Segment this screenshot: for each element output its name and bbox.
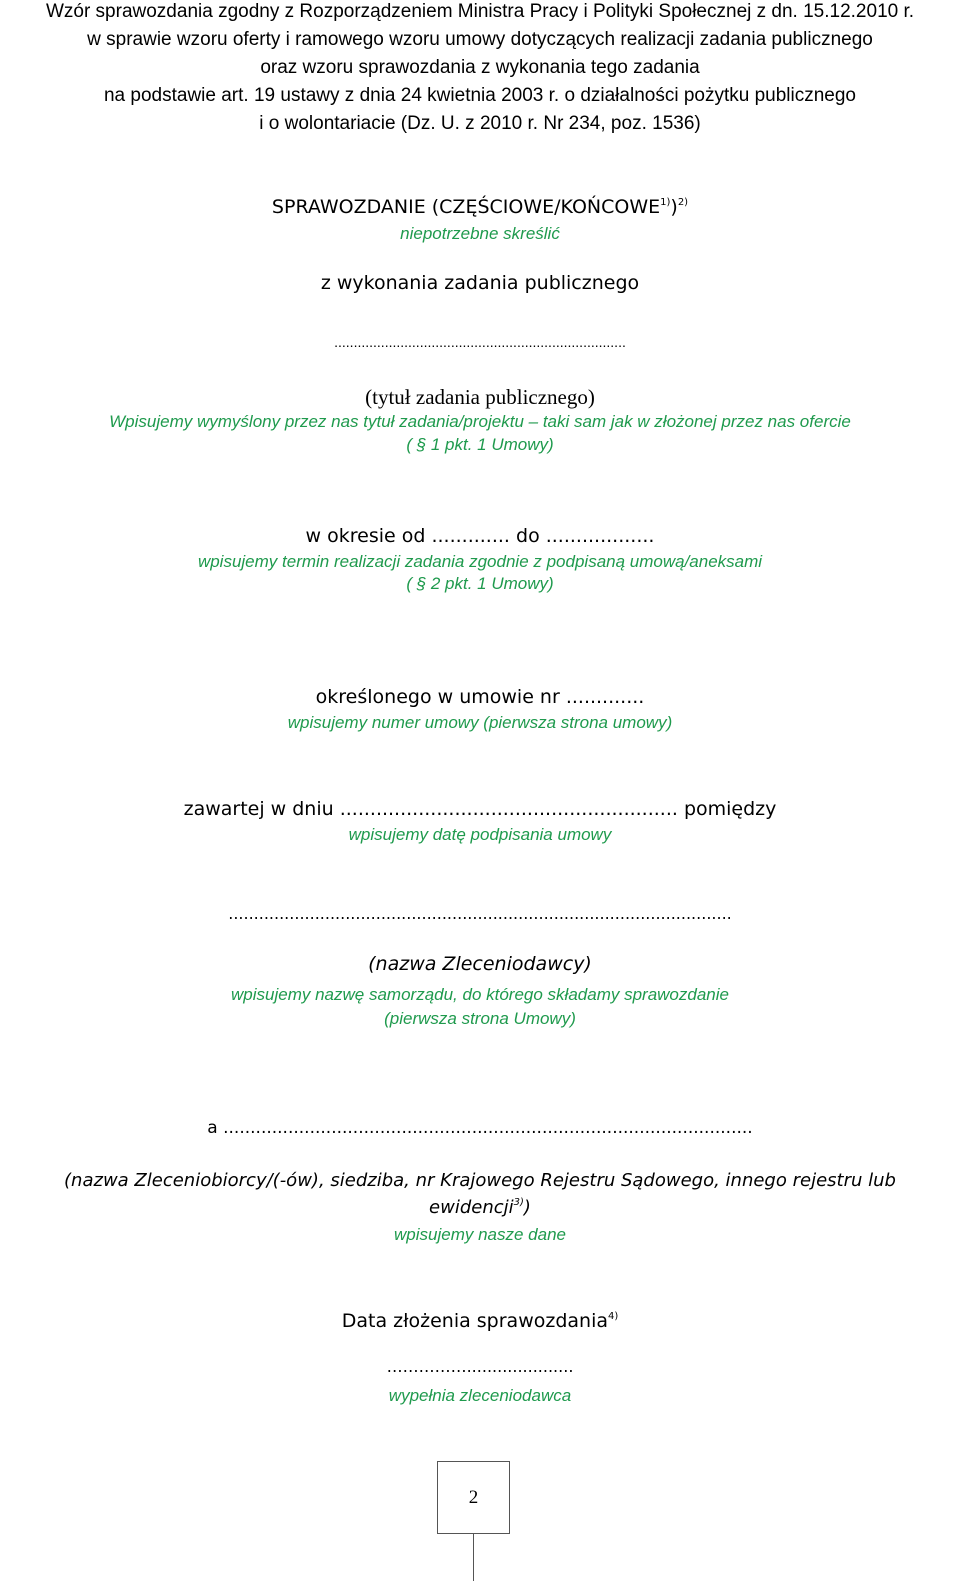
report-title: SPRAWOZDANIE (CZĘŚCIOWE/KOŃCOWE$^{1)}$)$^{2)}$ — [271, 196, 689, 218]
contractor-line: a .................................................................................................. — [207, 1118, 753, 1138]
contract-date-line: zawartej w dniu ........................................................ pomiędzy — [183, 798, 777, 820]
principal-hint: wpisujemy nazwę samorządu, do którego składamy sprawozdanie — [231, 985, 729, 1004]
contractor-label: (nazwa Zleceniobiorcy/(-ów), siedziba, nr Krajowego Rejestru Sądowego, innego rejestru lub — [64, 1170, 896, 1191]
task-title-dots: ........................................................................... — [334, 334, 626, 350]
page-number-connector — [473, 1534, 474, 1581]
contractor-label-continued: ewidencji$^{3)}$) — [429, 1197, 531, 1218]
report-subtitle: z wykonania zadania publicznego — [320, 272, 640, 294]
period-hint: wpisujemy termin realizacji zadania zgodnie z podpisaną umową/aneksami — [197, 552, 763, 571]
period-hint-reference: ( § 2 pkt. 1 Umowy) — [406, 574, 554, 593]
footnote-4-marker: 4) — [608, 1311, 619, 1322]
task-title-hint: Wpisujemy wymyślony przez nas tytuł zadania/projektu – taki sam jak w złożonej przez nas ofercie — [109, 412, 851, 431]
footnote-3-marker: 3) — [513, 1197, 524, 1208]
contract-date-hint: wpisujemy datę podpisania umowy — [348, 825, 612, 844]
submission-date-hint: wypełnia zleceniodawca — [388, 1386, 572, 1405]
legal-basis-line-4: na podstawie art. 19 ustawy z dnia 24 kwietnia 2003 r. o działalności pożytku publicznego — [103, 85, 856, 106]
contract-number-hint: wpisujemy numer umowy (pierwsza strona umowy) — [287, 713, 673, 732]
principal-hint-reference: (pierwsza strona Umowy) — [384, 1009, 576, 1028]
title-hint: niepotrzebne skreślić — [400, 224, 560, 243]
task-title-label: (tytuł zadania publicznego) — [365, 385, 595, 409]
period-line: w okresie od ............. do .................. — [305, 525, 655, 547]
legal-basis-line-5: i o wolontariacie (Dz. U. z 2010 r. Nr 234, poz. 1536) — [259, 113, 701, 134]
principal-dots: ................................................................................................... — [228, 904, 732, 923]
footnote-1-marker: 1) — [660, 197, 671, 208]
page-number: 2 — [437, 1461, 510, 1534]
submission-date-dots: ……………..................... — [386, 1357, 574, 1376]
contract-number-line: określonego w umowie nr ............. — [315, 686, 645, 708]
legal-basis-line-2: w sprawie wzoru oferty i ramowego wzoru umowy dotyczących realizacji zadania publicznego — [87, 29, 873, 50]
task-title-hint-reference: ( § 1 pkt. 1 Umowy) — [406, 435, 554, 454]
footnote-2-marker: 2) — [677, 197, 689, 208]
legal-basis-line-1: Wzór sprawozdania zgodny z Rozporządzeniem Ministra Pracy i Polityki Społecznej z dn. 15.12.2010 r. — [45, 1, 915, 22]
contractor-hint: wpisujemy nasze dane — [394, 1225, 566, 1244]
principal-label: (nazwa Zleceniodawcy) — [368, 953, 592, 975]
legal-basis-line-3: oraz wzoru sprawozdania z wykonania tego zadania — [260, 57, 700, 78]
submission-date-label: Data złożenia sprawozdania$^{4)}$ — [341, 1310, 619, 1332]
